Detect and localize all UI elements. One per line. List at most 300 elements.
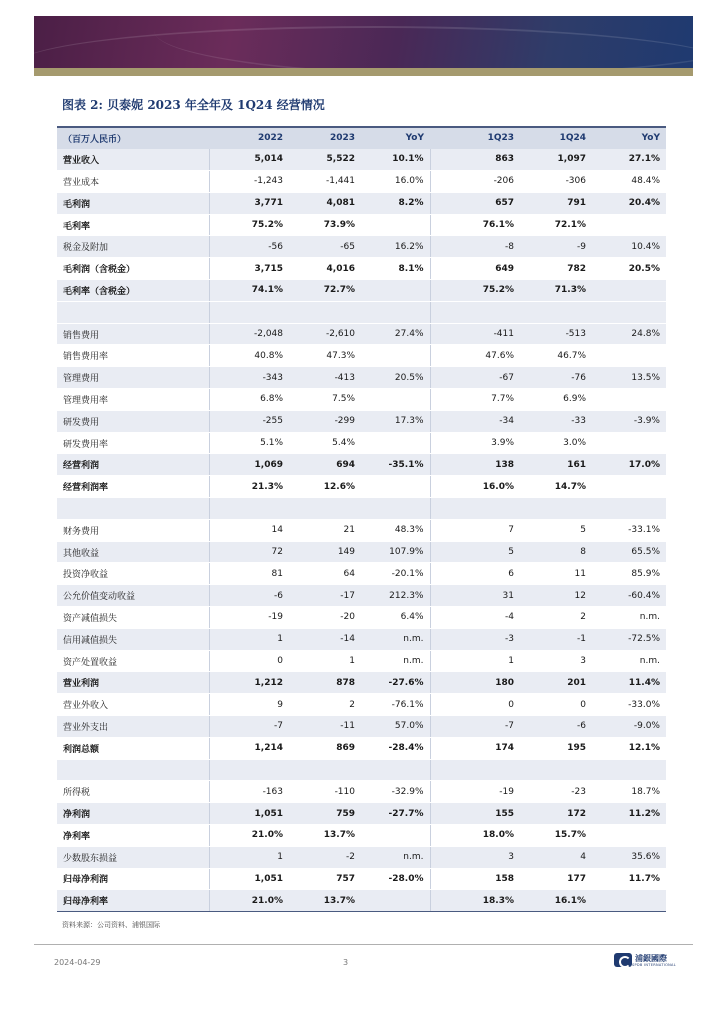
cell-value: 3,715 (209, 258, 289, 280)
cell-value: 2 (520, 607, 592, 629)
cell-value: 2 (289, 694, 361, 716)
cell-value: 72.1% (520, 214, 592, 236)
cell-value: 16.1% (520, 890, 592, 912)
figure-title-text: 贝泰妮 2023 年全年及 1Q24 经营情况 (107, 98, 325, 112)
table-row (57, 214, 666, 236)
cell-value: -32.9% (361, 781, 430, 803)
header-cell-1q24: 1Q24 (520, 127, 592, 149)
cell-value: 12.6% (289, 476, 361, 498)
table-row (57, 476, 666, 498)
cell-value (209, 498, 289, 520)
cell-value (361, 389, 430, 411)
column-gap (430, 149, 440, 171)
cell-value (592, 890, 666, 912)
cell-value: -2,048 (209, 323, 289, 345)
cell-value: 138 (440, 454, 520, 476)
table-spacer-row (57, 498, 666, 520)
cell-value: 5,014 (209, 149, 289, 171)
table-row (57, 367, 666, 389)
cell-value: 13.7% (289, 890, 361, 912)
cell-value: 1,214 (209, 737, 289, 759)
cell-value: 3.9% (440, 432, 520, 454)
cell-value: n.m. (361, 628, 430, 650)
row-label: 归母净利率 (57, 890, 209, 912)
cell-value: 0 (440, 694, 520, 716)
column-gap (430, 389, 440, 411)
cell-value: 1,051 (209, 803, 289, 825)
cell-value: 5.4% (289, 432, 361, 454)
cell-value: 47.3% (289, 345, 361, 367)
row-label: 公允价值变动收益 (57, 585, 209, 607)
cell-value: 20.5% (592, 258, 666, 280)
cell-value: -65 (289, 236, 361, 258)
cell-value: 13.7% (289, 825, 361, 847)
cell-value (592, 280, 666, 302)
cell-value: 57.0% (361, 716, 430, 738)
cell-value: 161 (520, 454, 592, 476)
cell-value (361, 432, 430, 454)
cell-value: -7 (440, 716, 520, 738)
cell-value: -1 (520, 628, 592, 650)
page-number: 3 (343, 958, 349, 967)
cell-value: 64 (289, 563, 361, 585)
header-gap (430, 127, 440, 149)
column-gap (430, 367, 440, 389)
cell-value: -76.1% (361, 694, 430, 716)
header-cell-yoy: YoY (361, 127, 430, 149)
cell-value: -4 (440, 607, 520, 629)
cell-value: 6.8% (209, 389, 289, 411)
cell-value: 21.0% (209, 825, 289, 847)
cell-value (361, 825, 430, 847)
cell-value (361, 890, 430, 912)
banner-decoration (154, 16, 693, 68)
table-row (57, 454, 666, 476)
row-label: 净利润 (57, 803, 209, 825)
cell-value: 16.0% (361, 171, 430, 193)
cell-value: 3.0% (520, 432, 592, 454)
cell-value: 195 (520, 737, 592, 759)
cell-value: 9 (209, 694, 289, 716)
cell-value: -2 (289, 846, 361, 868)
cell-value: 180 (440, 672, 520, 694)
cell-value: n.m. (361, 846, 430, 868)
table-row (57, 585, 666, 607)
row-label: 毛利率 (57, 214, 209, 236)
cell-value: 10.1% (361, 149, 430, 171)
cell-value: 6.9% (520, 389, 592, 411)
cell-value (209, 759, 289, 781)
logo-icon (614, 953, 632, 967)
cell-value (592, 476, 666, 498)
cell-value: 17.0% (592, 454, 666, 476)
cell-value: -2,610 (289, 323, 361, 345)
cell-value (592, 498, 666, 520)
row-label: 研发费用率 (57, 432, 209, 454)
cell-value: 27.1% (592, 149, 666, 171)
cell-value: 7.7% (440, 389, 520, 411)
cell-value: 869 (289, 737, 361, 759)
header-cell-2023: 2023 (289, 127, 361, 149)
cell-value: 76.1% (440, 214, 520, 236)
cell-value: 1 (209, 846, 289, 868)
header-cell-2022: 2022 (209, 127, 289, 149)
cell-value: 11.7% (592, 868, 666, 890)
cell-value: 6.4% (361, 607, 430, 629)
table-row (57, 737, 666, 759)
row-label: 毛利润 (57, 192, 209, 214)
table-row (57, 345, 666, 367)
row-label (57, 498, 209, 520)
cell-value: 158 (440, 868, 520, 890)
cell-value: 3 (520, 650, 592, 672)
cell-value: -9.0% (592, 716, 666, 738)
cell-value: -27.6% (361, 672, 430, 694)
table-row (57, 694, 666, 716)
cell-value: -19 (440, 781, 520, 803)
cell-value: -3.9% (592, 410, 666, 432)
column-gap (430, 694, 440, 716)
row-label: 销售费用率 (57, 345, 209, 367)
cell-value: 0 (520, 694, 592, 716)
banner-strip (34, 68, 693, 76)
table-spacer-row (57, 301, 666, 323)
column-gap (430, 781, 440, 803)
cell-value (361, 498, 430, 520)
cell-value: 791 (520, 192, 592, 214)
cell-value: 201 (520, 672, 592, 694)
cell-value: 155 (440, 803, 520, 825)
cell-value: 21 (289, 519, 361, 541)
cell-value (440, 301, 520, 323)
cell-value: 0 (209, 650, 289, 672)
figure-label: 图表 2: (62, 98, 103, 112)
cell-value: -306 (520, 171, 592, 193)
cell-value: 16.2% (361, 236, 430, 258)
cell-value: -20.1% (361, 563, 430, 585)
cell-value: 3 (440, 846, 520, 868)
cell-value: 18.0% (440, 825, 520, 847)
cell-value (289, 759, 361, 781)
cell-value: 694 (289, 454, 361, 476)
cell-value: -1,441 (289, 171, 361, 193)
cell-value: 3,771 (209, 192, 289, 214)
cell-value: 40.8% (209, 345, 289, 367)
cell-value (361, 476, 430, 498)
cell-value: 35.6% (592, 846, 666, 868)
column-gap (430, 628, 440, 650)
cell-value: -56 (209, 236, 289, 258)
column-gap (430, 890, 440, 912)
cell-value: n.m. (592, 650, 666, 672)
cell-value (289, 301, 361, 323)
row-label: 营业外支出 (57, 716, 209, 738)
cell-value: -23 (520, 781, 592, 803)
cell-value: -6 (209, 585, 289, 607)
cell-value: 4 (520, 846, 592, 868)
cell-value: -67 (440, 367, 520, 389)
cell-value: -72.5% (592, 628, 666, 650)
cell-value: -343 (209, 367, 289, 389)
spdb-logo (614, 953, 676, 967)
table-spacer-row (57, 759, 666, 781)
logo-text-block (632, 954, 676, 967)
cell-value: 657 (440, 192, 520, 214)
column-gap (430, 563, 440, 585)
column-gap (430, 454, 440, 476)
cell-value: 5 (520, 519, 592, 541)
cell-value: 81 (209, 563, 289, 585)
cell-value: 27.4% (361, 323, 430, 345)
cell-value: 1,212 (209, 672, 289, 694)
cell-value: -9 (520, 236, 592, 258)
column-gap (430, 258, 440, 280)
cell-value: -33.1% (592, 519, 666, 541)
cell-value (592, 759, 666, 781)
row-label: 营业成本 (57, 171, 209, 193)
column-gap (430, 432, 440, 454)
cell-value: 21.0% (209, 890, 289, 912)
table-row (57, 781, 666, 803)
cell-value (592, 432, 666, 454)
column-gap (430, 301, 440, 323)
cell-value (361, 214, 430, 236)
table-row (57, 236, 666, 258)
cell-value: 177 (520, 868, 592, 890)
column-gap (430, 236, 440, 258)
cell-value: -11 (289, 716, 361, 738)
column-gap (430, 803, 440, 825)
table-row (57, 171, 666, 193)
table-row (57, 868, 666, 890)
cell-value: 10.4% (592, 236, 666, 258)
footer-divider (34, 944, 693, 945)
cell-value: 12 (520, 585, 592, 607)
cell-value: 71.3% (520, 280, 592, 302)
cell-value: 6 (440, 563, 520, 585)
row-label: 管理费用率 (57, 389, 209, 411)
cell-value: -3 (440, 628, 520, 650)
row-label: 营业收入 (57, 149, 209, 171)
row-label: 经营利润 (57, 454, 209, 476)
column-gap (430, 825, 440, 847)
cell-value: -163 (209, 781, 289, 803)
cell-value: 1,051 (209, 868, 289, 890)
cell-value: -33.0% (592, 694, 666, 716)
cell-value: -413 (289, 367, 361, 389)
cell-value: 4,081 (289, 192, 361, 214)
cell-value: 1,069 (209, 454, 289, 476)
table-row (57, 825, 666, 847)
cell-value: 5,522 (289, 149, 361, 171)
cell-value: 782 (520, 258, 592, 280)
cell-value (520, 498, 592, 520)
cell-value (361, 280, 430, 302)
cell-value: 18.3% (440, 890, 520, 912)
cell-value: 8 (520, 541, 592, 563)
table-row (57, 650, 666, 672)
cell-value: 47.6% (440, 345, 520, 367)
row-label (57, 301, 209, 323)
cell-value: 7 (440, 519, 520, 541)
cell-value: 14.7% (520, 476, 592, 498)
cell-value: 16.0% (440, 476, 520, 498)
cell-value: 21.3% (209, 476, 289, 498)
cell-value: -19 (209, 607, 289, 629)
column-gap (430, 171, 440, 193)
cell-value (592, 389, 666, 411)
cell-value (520, 301, 592, 323)
cell-value: -110 (289, 781, 361, 803)
cell-value: 75.2% (209, 214, 289, 236)
cell-value: -20 (289, 607, 361, 629)
row-label: 营业利润 (57, 672, 209, 694)
cell-value: 863 (440, 149, 520, 171)
cell-value (361, 301, 430, 323)
cell-value (209, 301, 289, 323)
column-gap (430, 541, 440, 563)
row-label: 投资净收益 (57, 563, 209, 585)
cell-value: 212.3% (361, 585, 430, 607)
column-gap (430, 607, 440, 629)
cell-value: 24.8% (592, 323, 666, 345)
row-label: 管理费用 (57, 367, 209, 389)
cell-value: 1 (209, 628, 289, 650)
cell-value: -8 (440, 236, 520, 258)
column-gap (430, 868, 440, 890)
table-row (57, 192, 666, 214)
cell-value (440, 498, 520, 520)
cell-value: 174 (440, 737, 520, 759)
cell-value: -17 (289, 585, 361, 607)
table-row (57, 803, 666, 825)
table-row (57, 432, 666, 454)
row-label: 信用减值损失 (57, 628, 209, 650)
row-label: 其他收益 (57, 541, 209, 563)
row-label: 利润总额 (57, 737, 209, 759)
table-row (57, 607, 666, 629)
cell-value (592, 301, 666, 323)
cell-value: -1,243 (209, 171, 289, 193)
cell-value: 11.2% (592, 803, 666, 825)
cell-value: -76 (520, 367, 592, 389)
row-label: 资产减值损失 (57, 607, 209, 629)
table-row (57, 323, 666, 345)
cell-value: -27.7% (361, 803, 430, 825)
column-gap (430, 192, 440, 214)
row-label: 资产处置收益 (57, 650, 209, 672)
column-gap (430, 519, 440, 541)
cell-value: -7 (209, 716, 289, 738)
column-gap (430, 716, 440, 738)
cell-value (520, 759, 592, 781)
column-gap (430, 846, 440, 868)
cell-value: 17.3% (361, 410, 430, 432)
cell-value: n.m. (361, 650, 430, 672)
cell-value: 7.5% (289, 389, 361, 411)
figure-title (62, 96, 325, 113)
table-row (57, 410, 666, 432)
table-row (57, 389, 666, 411)
row-label: 毛利润（含税金） (57, 258, 209, 280)
cell-value (440, 759, 520, 781)
cell-value: -411 (440, 323, 520, 345)
table-row (57, 149, 666, 171)
source-note: 资料来源：公司资料、浦银国际 (62, 921, 160, 929)
cell-value: -34 (440, 410, 520, 432)
column-gap (430, 759, 440, 781)
cell-value: -35.1% (361, 454, 430, 476)
cell-value: 12.1% (592, 737, 666, 759)
table-row (57, 672, 666, 694)
cell-value: 20.5% (361, 367, 430, 389)
cell-value: 4,016 (289, 258, 361, 280)
table-row (57, 258, 666, 280)
table-row (57, 519, 666, 541)
cell-value: -60.4% (592, 585, 666, 607)
header-cell-yoy-q: YoY (592, 127, 666, 149)
cell-value: 107.9% (361, 541, 430, 563)
cell-value (592, 825, 666, 847)
header-cell-1q23: 1Q23 (440, 127, 520, 149)
cell-value: 14 (209, 519, 289, 541)
cell-value (592, 345, 666, 367)
row-label (57, 759, 209, 781)
cell-value: -513 (520, 323, 592, 345)
table-row (57, 280, 666, 302)
logo-subtext: SPDB INTERNATIONAL (632, 962, 677, 967)
cell-value: 72 (209, 541, 289, 563)
table-row (57, 541, 666, 563)
cell-value: -206 (440, 171, 520, 193)
cell-value: 74.1% (209, 280, 289, 302)
cell-value: 149 (289, 541, 361, 563)
row-label: 净利率 (57, 825, 209, 847)
cell-value: 11.4% (592, 672, 666, 694)
row-label: 毛利率（含税金） (57, 280, 209, 302)
cell-value (592, 214, 666, 236)
row-label: 所得税 (57, 781, 209, 803)
cell-value: -255 (209, 410, 289, 432)
cell-value: -28.4% (361, 737, 430, 759)
cell-value: -299 (289, 410, 361, 432)
cell-value: 878 (289, 672, 361, 694)
cell-value: 649 (440, 258, 520, 280)
table-header-row (57, 127, 666, 149)
row-label: 经营利润率 (57, 476, 209, 498)
logo-text: 浦銀國際 (635, 953, 667, 963)
row-label: 研发费用 (57, 410, 209, 432)
cell-value: 757 (289, 868, 361, 890)
column-gap (430, 672, 440, 694)
table-row (57, 628, 666, 650)
row-label: 少数股东损益 (57, 846, 209, 868)
cell-value: -14 (289, 628, 361, 650)
cell-value: 65.5% (592, 541, 666, 563)
header-cell-unit: （百万人民币） (57, 127, 209, 149)
cell-value: 48.4% (592, 171, 666, 193)
table-row (57, 890, 666, 912)
cell-value: 73.9% (289, 214, 361, 236)
column-gap (430, 498, 440, 520)
cell-value: 5 (440, 541, 520, 563)
cell-value: 31 (440, 585, 520, 607)
cell-value (361, 759, 430, 781)
cell-value: 85.9% (592, 563, 666, 585)
cell-value (361, 345, 430, 367)
cell-value: 20.4% (592, 192, 666, 214)
cell-value: 15.7% (520, 825, 592, 847)
